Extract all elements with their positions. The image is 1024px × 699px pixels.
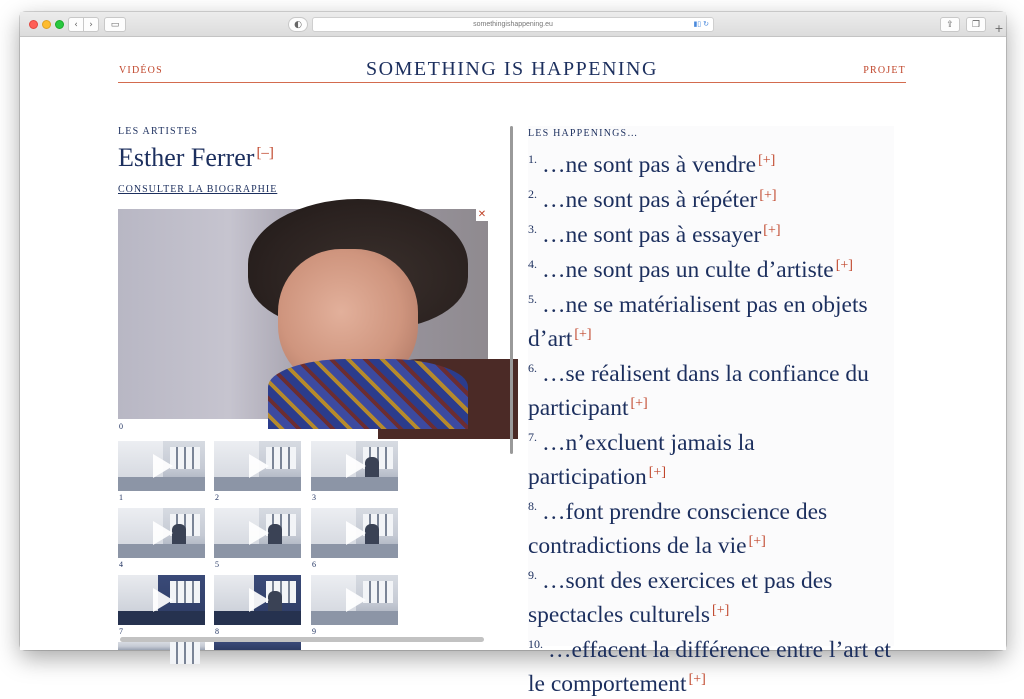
play-icon (249, 521, 269, 545)
happening-item: $^{2.}$ …ne sont pas à répéter [+] (528, 187, 777, 213)
play-icon (346, 454, 366, 478)
zoom-window-button[interactable] (55, 20, 64, 29)
site-title[interactable]: SOMETHING IS HAPPENING (366, 58, 658, 80)
thumbnail-number: 8 (215, 627, 219, 636)
video-thumbnail-1[interactable] (118, 441, 205, 491)
back-icon[interactable]: ‹ (68, 17, 84, 32)
play-icon (249, 454, 269, 478)
video-thumbnail-6[interactable] (311, 508, 398, 558)
share-icon[interactable]: ⇪ (940, 17, 960, 32)
happening-item: $^{3.}$ …ne sont pas à essayer [+] (528, 222, 781, 248)
happening-item: $^{4.}$ …ne sont pas un culte d’artiste [+] (528, 257, 853, 283)
new-tab-icon[interactable]: + (994, 21, 1004, 35)
expand-happening-toggle[interactable]: [+] (688, 672, 706, 687)
expand-happening-toggle[interactable]: [+] (758, 153, 776, 168)
web-page (20, 37, 1006, 697)
play-icon (346, 521, 366, 545)
expand-happening-toggle[interactable]: [+] (748, 534, 766, 549)
video-thumbnail-9[interactable] (311, 575, 398, 625)
minimize-window-button[interactable] (42, 20, 51, 29)
expand-happening-toggle[interactable]: [+] (763, 223, 781, 238)
expand-happening-toggle[interactable]: [+] (835, 258, 853, 273)
expand-happening-toggle[interactable]: [+] (759, 188, 777, 203)
play-icon (153, 588, 173, 612)
nav-link-projet[interactable]: PROJET (863, 65, 906, 76)
expand-happening-toggle[interactable]: [+] (648, 465, 666, 480)
site-header (118, 57, 906, 83)
close-icon[interactable]: ✕ (477, 209, 487, 220)
play-icon (153, 454, 173, 478)
happening-item: $^{7.}$ …n’excluent jamais la participation [+] (528, 430, 755, 490)
close-window-button[interactable] (29, 20, 38, 29)
happening-item: $^{6.}$ …se réalisent dans la confiance du participant [+] (528, 361, 869, 421)
artist-panel (118, 126, 490, 636)
collapse-artist-toggle[interactable]: [–] (256, 145, 274, 161)
thumbnail-number: 3 (312, 493, 316, 502)
expand-happening-toggle[interactable]: [+] (630, 396, 648, 411)
main-video-player[interactable] (118, 209, 488, 419)
video-thumbnail-2[interactable] (214, 441, 301, 491)
reader-icon[interactable]: ▮▯ (693, 21, 702, 28)
happenings-panel (528, 126, 894, 697)
happening-item: $^{10.}$ …effacent la différence entre l’art et le comportement [+] (528, 637, 891, 697)
artists-section-label: LES ARTISTES (118, 126, 199, 137)
artist-name (118, 143, 274, 173)
sidebar-icon[interactable]: ▭ (104, 17, 126, 32)
thumbnail-number: 6 (312, 560, 316, 569)
video-thumbnail-3[interactable] (311, 441, 398, 491)
expand-happening-toggle[interactable]: [+] (574, 327, 592, 342)
url-text: somethingishappening.eu (473, 21, 553, 28)
video-thumbnail-7[interactable] (118, 575, 205, 625)
video-thumbnail-4[interactable] (118, 508, 205, 558)
video-thumbnail-partial[interactable] (214, 642, 301, 650)
expand-happening-toggle[interactable]: [+] (712, 603, 730, 618)
thumbnail-number: 2 (215, 493, 219, 502)
video-thumbnail-8[interactable] (214, 575, 301, 625)
panel-scrollbar[interactable] (510, 126, 513, 454)
biography-link[interactable]: CONSULTER LA BIOGRAPHIE (118, 184, 278, 195)
artist-name-text: Esther Ferrer (118, 143, 255, 172)
thumbnail-number: 5 (215, 560, 219, 569)
play-icon (153, 521, 173, 545)
address-bar[interactable] (312, 17, 714, 32)
browser-window (20, 12, 1006, 697)
thumbnail-number: 9 (312, 627, 316, 636)
happening-item: $^{8.}$ …font prendre conscience des contradictions de la vie [+] (528, 499, 828, 559)
happening-item: $^{1.}$ …ne sont pas à vendre [+] (528, 152, 776, 178)
horizontal-scrollbar[interactable] (120, 637, 484, 642)
browser-toolbar (20, 12, 1006, 37)
thumbnail-number: 7 (119, 627, 123, 636)
nav-link-videos[interactable]: VIDÉOS (119, 65, 163, 76)
video-still-scarf (268, 359, 468, 429)
happening-item: $^{5.}$ …ne se matérialisent pas en objets d’art [+] (528, 292, 868, 352)
thumbnail-number: 4 (119, 560, 123, 569)
reload-icon[interactable]: ↻ (703, 21, 709, 28)
privacy-icon[interactable]: ◐ (288, 17, 308, 32)
forward-icon[interactable]: › (83, 17, 99, 32)
tabs-icon[interactable]: ❐ (966, 17, 986, 32)
happening-item: $^{9.}$ …sont des exercices et pas des spectacles culturels [+] (528, 568, 833, 628)
happenings-list (528, 145, 894, 699)
play-icon (346, 588, 366, 612)
thumbnail-number: 1 (119, 493, 123, 502)
main-video-number: 0 (119, 422, 123, 431)
video-thumbnail-partial[interactable] (118, 642, 205, 650)
play-icon (249, 588, 269, 612)
video-thumbnail-5[interactable] (214, 508, 301, 558)
happenings-section-label: LES HAPPENINGS… (528, 128, 639, 139)
